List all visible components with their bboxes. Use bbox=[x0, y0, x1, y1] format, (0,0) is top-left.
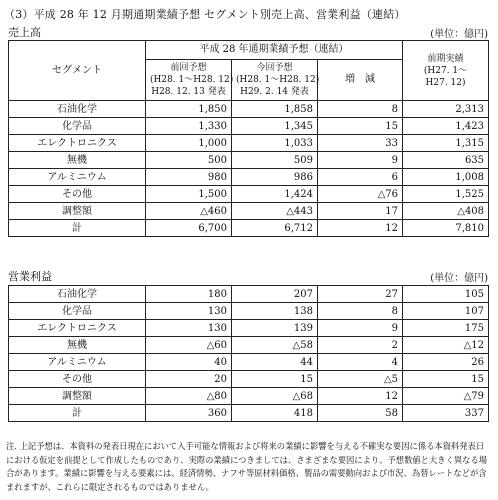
curr-forecast-cell: 139 bbox=[232, 320, 318, 337]
prev-forecast-cell: 20 bbox=[146, 371, 232, 388]
prev-forecast-cell: △60 bbox=[146, 337, 232, 354]
curr-forecast-cell: 986 bbox=[232, 169, 318, 186]
prev-forecast-cell: 40 bbox=[146, 354, 232, 371]
segment-cell: アルミニウム bbox=[9, 169, 146, 186]
table-row bbox=[9, 388, 489, 405]
segment-cell: 石油化学 bbox=[9, 101, 146, 118]
segment-cell: その他 bbox=[9, 371, 146, 388]
curr-forecast-cell: 6,712 bbox=[232, 220, 318, 237]
segment-cell: 無機 bbox=[9, 337, 146, 354]
prior-actual-cell: 337 bbox=[403, 405, 489, 422]
prior-actual-cell: △408 bbox=[403, 203, 489, 220]
table-row bbox=[9, 337, 489, 354]
curr-forecast-cell: 418 bbox=[232, 405, 318, 422]
prev-forecast-cell: 500 bbox=[146, 152, 232, 169]
curr-forecast-cell: 1,033 bbox=[232, 135, 318, 152]
change-cell: 12 bbox=[318, 388, 403, 405]
page-title: （3）平成 28 年 12 月期通期業績予想 セグメント別売上高、営業利益（連結） bbox=[4, 8, 406, 21]
curr-forecast-cell: 44 bbox=[232, 354, 318, 371]
curr-forecast-cell: △68 bbox=[232, 388, 318, 405]
forecast-group-header: 平成 28 年通期業績予想（連結） bbox=[146, 41, 403, 60]
table-row bbox=[9, 101, 489, 118]
segment-cell: その他 bbox=[9, 186, 146, 203]
operating-income-table bbox=[8, 285, 489, 422]
change-cell: 8 bbox=[318, 101, 403, 118]
segment-header: セグメント bbox=[9, 41, 146, 101]
table-row bbox=[9, 320, 489, 337]
prior-actual-cell: 1,423 bbox=[403, 118, 489, 135]
prior-actual-cell: 1,008 bbox=[403, 169, 489, 186]
change-header: 増 減 bbox=[318, 60, 403, 101]
prior-actual-cell: 175 bbox=[403, 320, 489, 337]
prev-forecast-cell: △80 bbox=[146, 388, 232, 405]
table-row bbox=[9, 405, 489, 422]
prior-actual-cell: △12 bbox=[403, 337, 489, 354]
curr-forecast-cell: 1,858 bbox=[232, 101, 318, 118]
curr-forecast-cell: △443 bbox=[232, 203, 318, 220]
prior-actual-cell: 15 bbox=[403, 371, 489, 388]
prev-forecast-cell: △460 bbox=[146, 203, 232, 220]
prior-actual-cell: 1,525 bbox=[403, 186, 489, 203]
table-row bbox=[9, 371, 489, 388]
change-cell: 15 bbox=[318, 118, 403, 135]
prev-forecast-cell: 1,330 bbox=[146, 118, 232, 135]
change-cell: 58 bbox=[318, 405, 403, 422]
change-cell: 12 bbox=[318, 220, 403, 237]
prev-forecast-cell: 1,000 bbox=[146, 135, 232, 152]
prior-actual-cell: △79 bbox=[403, 388, 489, 405]
change-cell: △76 bbox=[318, 186, 403, 203]
table-row bbox=[9, 303, 489, 320]
prev-forecast-cell: 1,850 bbox=[146, 101, 232, 118]
curr-forecast-cell: 509 bbox=[232, 152, 318, 169]
table-row bbox=[9, 135, 489, 152]
prior-actual-cell: 105 bbox=[403, 286, 489, 303]
change-cell: △5 bbox=[318, 371, 403, 388]
change-cell: 4 bbox=[318, 354, 403, 371]
prev-forecast-cell: 980 bbox=[146, 169, 232, 186]
curr-forecast-cell: △58 bbox=[232, 337, 318, 354]
curr-forecast-cell: 207 bbox=[232, 286, 318, 303]
segment-cell: エレクトロニクス bbox=[9, 320, 146, 337]
prev-forecast-cell: 180 bbox=[146, 286, 232, 303]
segment-cell: 化学品 bbox=[9, 303, 146, 320]
change-cell: 9 bbox=[318, 152, 403, 169]
sales-table bbox=[8, 40, 489, 237]
segment-cell: アルミニウム bbox=[9, 354, 146, 371]
table-row bbox=[9, 220, 489, 237]
segment-cell: 石油化学 bbox=[9, 286, 146, 303]
prev-forecast-header: 前回予想 (H28. 1～H28. 12) H28. 12. 13 発表 bbox=[146, 60, 232, 101]
prev-forecast-cell: 130 bbox=[146, 320, 232, 337]
income-section-label: 営業利益 bbox=[8, 270, 52, 283]
segment-cell: 調整額 bbox=[9, 388, 146, 405]
curr-forecast-header: 今回予想 (H28. 1～H28. 12) H29. 2. 14 発表 bbox=[232, 60, 318, 101]
prev-forecast-cell: 130 bbox=[146, 303, 232, 320]
curr-forecast-cell: 138 bbox=[232, 303, 318, 320]
prev-forecast-cell: 360 bbox=[146, 405, 232, 422]
segment-cell: 調整額 bbox=[9, 203, 146, 220]
prior-actual-cell: 26 bbox=[403, 354, 489, 371]
sales-section-label: 売上高 bbox=[8, 26, 41, 39]
table-row bbox=[9, 286, 489, 303]
prior-actual-cell: 635 bbox=[403, 152, 489, 169]
segment-cell: 計 bbox=[9, 220, 146, 237]
table-row bbox=[9, 354, 489, 371]
segment-cell: エレクトロニクス bbox=[9, 135, 146, 152]
prior-actual-header: 前期実績 (H27. 1～ H27. 12) bbox=[403, 41, 489, 101]
prior-actual-cell: 107 bbox=[403, 303, 489, 320]
segment-cell: 化学品 bbox=[9, 118, 146, 135]
prev-forecast-cell: 6,700 bbox=[146, 220, 232, 237]
curr-forecast-cell: 1,345 bbox=[232, 118, 318, 135]
sales-unit-label: (単位：億円) bbox=[430, 29, 488, 40]
change-cell: 27 bbox=[318, 286, 403, 303]
income-unit-label: (単位：億円) bbox=[430, 273, 488, 284]
table-row bbox=[9, 203, 489, 220]
footnote: 注. 上記予想は、本資料の発表日現在において入手可能な情報および将来の業績に影響を与える不確実な要因に係る本資料発表日における仮定を前提として作成したものであり、実際の業績につきましては、さまざまな要因により、予想数値と大きく異なる場合があります。業績に影響を与える要素には、経済情勢、ナフサ等原材料価格、製品の需要動向および市況、為替レートなどが含まれますが、これらに限定されるものではありません。 bbox=[6, 441, 488, 492]
curr-forecast-cell: 15 bbox=[232, 371, 318, 388]
segment-cell: 計 bbox=[9, 405, 146, 422]
change-cell: 9 bbox=[318, 320, 403, 337]
prior-actual-cell: 1,315 bbox=[403, 135, 489, 152]
table-row bbox=[9, 186, 489, 203]
segment-cell: 無機 bbox=[9, 152, 146, 169]
prior-actual-cell: 2,313 bbox=[403, 101, 489, 118]
change-cell: 6 bbox=[318, 169, 403, 186]
table-row bbox=[9, 169, 489, 186]
change-cell: 17 bbox=[318, 203, 403, 220]
table-row bbox=[9, 118, 489, 135]
prev-forecast-cell: 1,500 bbox=[146, 186, 232, 203]
change-cell: 2 bbox=[318, 337, 403, 354]
curr-forecast-cell: 1,424 bbox=[232, 186, 318, 203]
change-cell: 33 bbox=[318, 135, 403, 152]
table-row bbox=[9, 152, 489, 169]
prior-actual-cell: 7,810 bbox=[403, 220, 489, 237]
change-cell: 8 bbox=[318, 303, 403, 320]
